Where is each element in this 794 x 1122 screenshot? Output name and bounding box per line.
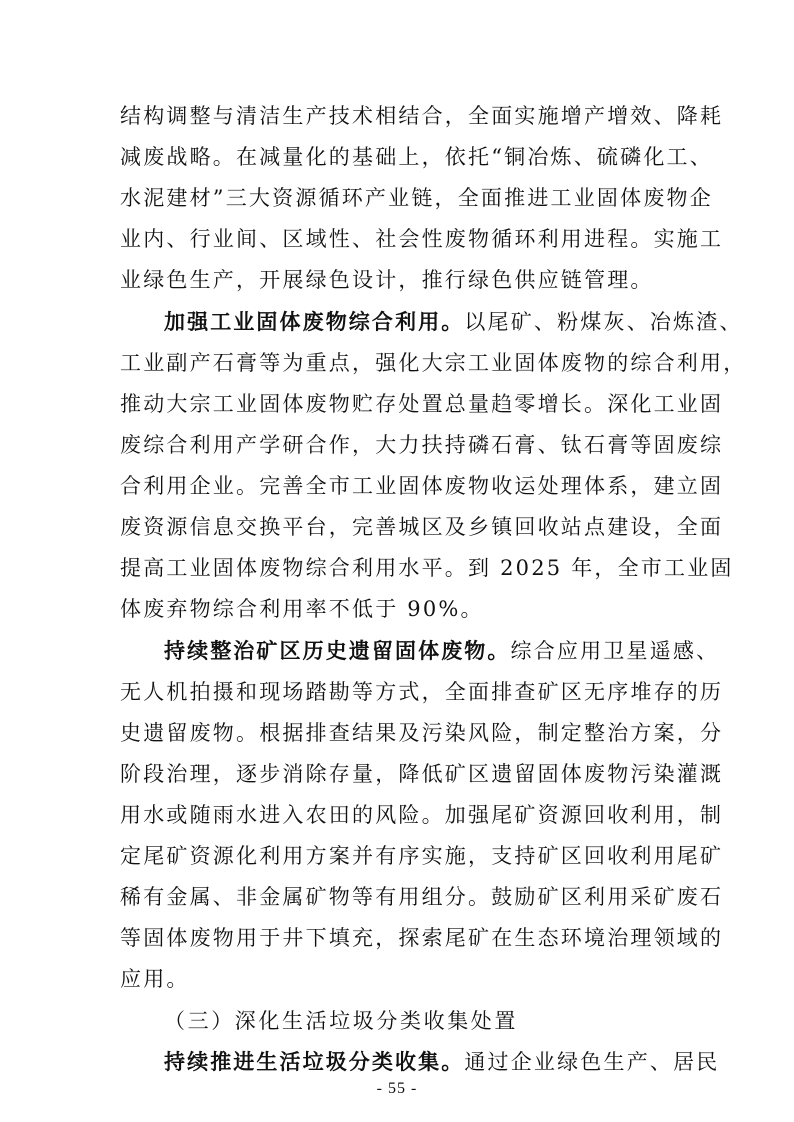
paragraph-line: 业内、行业间、区域性、社会性废物循环利用进程。实施工 xyxy=(120,227,724,251)
paragraph-line: 用水或随雨水进入农田的风险。加强尾矿资源回收利用，制 xyxy=(120,803,724,827)
paragraph-line: 减废战略。在减量化的基础上，依托“铜冶炼、硫磷化工、 xyxy=(120,145,713,169)
paragraph-lead-bold: 持续推进生活垃圾分类收集。 xyxy=(164,1050,465,1074)
paragraph-line: 水泥建材”三大资源循环产业链，全面推进工业固体废物企 xyxy=(120,186,713,210)
paragraph-line: 合利用企业。完善全市工业固体废物收运处理体系，建立固 xyxy=(120,474,724,498)
paragraph-lead-bold: 加强工业固体废物综合利用。 xyxy=(164,310,465,334)
paragraph-line: 定尾矿资源化利用方案并有序实施，支持矿区回收利用尾矿 xyxy=(120,844,724,868)
paragraph-line: 稀有金属、非金属矿物等有用组分。鼓励矿区利用采矿废石 xyxy=(120,885,724,909)
paragraph-lead-rest: 以尾矿、粉煤灰、冶炼渣、 xyxy=(464,310,743,334)
paragraph-line: 业绿色生产，开展绿色设计，推行绿色供应链管理。 xyxy=(120,268,654,292)
paragraph-line: 工业副产石膏等为重点，强化大宗工业固体废物的综合利用， xyxy=(120,351,747,375)
paragraph-lead-line xyxy=(164,633,719,669)
section-heading: （三）深化生活垃圾分类收集处置 xyxy=(164,1009,518,1033)
paragraph-lead-line xyxy=(164,304,743,340)
paragraph-line: 结构调整与清洁生产技术相结合，全面实施增产增效、降耗 xyxy=(120,104,724,128)
paragraph-line: 推动大宗工业固体废物贮存处置总量趋零增长。深化工业固 xyxy=(120,392,724,416)
page-number: - 55 - xyxy=(376,1080,418,1097)
paragraph-lead-bold: 持续整治矿区历史遗留固体废物。 xyxy=(164,639,511,663)
paragraph-line: 应用。 xyxy=(120,967,190,991)
paragraph-line: 废资源信息交换平台，完善城区及乡镇回收站点建设，全面 xyxy=(120,515,724,539)
paragraph-line: 阶段治理，逐步消除存量，降低矿区遗留固体废物污染灌溉 xyxy=(120,762,724,786)
paragraph-lead-rest: 综合应用卫星遥感、 xyxy=(510,639,720,663)
paragraph-line: 无人机拍摄和现场踏勘等方式，全面排查矿区无序堆存的历 xyxy=(120,680,724,704)
paragraph-line: 废综合利用产学研合作，大力扶持磷石膏、钛石膏等固废综 xyxy=(120,433,724,457)
paragraph-line: 史遗留废物。根据排查结果及污染风险，制定整治方案，分 xyxy=(120,721,724,745)
paragraph-line: 等固体废物用于井下填充，探索尾矿在生态环境治理领域的 xyxy=(120,926,724,950)
paragraph-lead-rest: 通过企业绿色生产、居民 xyxy=(464,1050,720,1074)
paragraph-line: 体废弃物综合利用率不低于 90%。 xyxy=(120,597,484,621)
paragraph-lead-line xyxy=(164,1044,720,1080)
paragraph-line: 提高工业固体废物综合利用水平。到 2025 年，全市工业固 xyxy=(120,556,734,580)
